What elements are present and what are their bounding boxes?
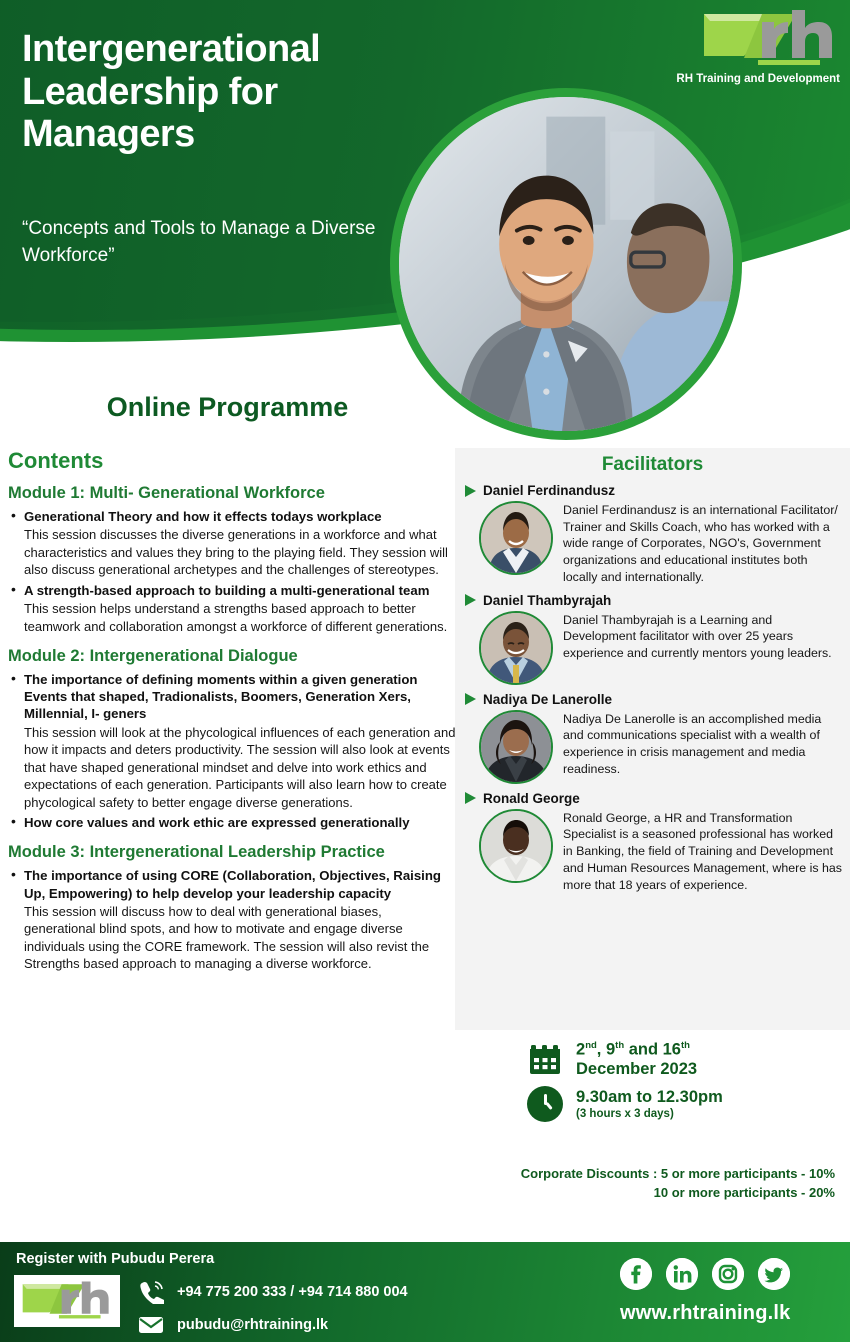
list-item [8,582,456,635]
contents-column [8,448,456,976]
contents-heading: Contents [8,448,104,473]
facilitator-name: Ronald George [483,790,580,806]
item-head: • The importance of defining moments within a given generation Events that shaped, Tradionalists, Boomers, Generation Xers, Millennial, I- geners [24,672,418,722]
facilitators-panel [455,448,850,1030]
facilitator-name: Nadiya De Lanerolle [483,691,613,707]
discount-line: Corporate Discounts : 5 or more participants - 10% [520,1166,835,1181]
facilitator-name: Daniel Ferdinandusz [483,483,616,498]
item-body: This session will look at the phycological influences of each generation and how it impacts and deters productivity. The session will also look at events that have shaped generational mindset and delve into work ethics and expectations of each generation. Participants will also learn how to create phycological safety to better engage diverse generations. [24,724,456,810]
corporate-discounts [455,1165,835,1203]
envelope-icon [138,1313,164,1337]
facilitator-bio: Daniel Ferdinandusz is an international Facilitator/ Trainer and Skills Coach, who has worked with a wide range of Corporates, NGO's, Government organizations and educational institutes both locally and internationally. [563,503,838,584]
module-block [8,647,456,831]
instagram-icon[interactable] [712,1258,744,1290]
item-body: This session helps understand a strengths based approach to better teamwork and collaboration amongst a workforce of different generations. [24,600,448,634]
module-block [8,484,456,635]
brand-logo-footer [14,1275,120,1327]
brand-logo-caption: RH Training and Development [676,73,840,85]
module-title: Module 1: Multi- Generational Workforce [8,484,325,502]
module-block [8,843,456,973]
linkedin-icon[interactable] [666,1258,698,1290]
facilitator-card [455,791,850,894]
contact-block [138,1280,408,1342]
module-item-list [8,867,456,973]
item-body: This session will discuss how to deal with generational biases, generational blind spots, and how to motivate and engage diverse individuals using the CORE framework. The session will also revist the Strengths based approach to managing a diverse workforce. [24,903,430,972]
footer-bar [0,1242,850,1342]
brand-logo-header [660,8,840,85]
avatar [479,611,553,685]
phone-text: +94 775 200 333 / +94 714 880 004 [177,1284,408,1300]
avatar [479,809,553,883]
item-head: • How core values and work ethic are expressed generationally [24,815,410,831]
email-text: pubudu@rhtraining.lk [177,1317,329,1333]
email-row[interactable] [138,1313,408,1337]
avatar [479,710,553,784]
facilitator-bio: Daniel Thambyrajah is a Learning and Development facilitator with over 25 years experience and currently mentors young leaders. [563,612,832,661]
arrow-right-icon [465,693,476,705]
arrow-right-icon [465,792,476,804]
arrow-right-icon [465,485,476,497]
module-title: Module 3: Intergenerational Leadership Practice [8,843,385,862]
schedule-block [455,1040,850,1122]
module-item-list [8,508,456,635]
list-item [8,814,456,831]
discount-line: 10 or more participants - 20% [653,1184,835,1200]
arrow-right-icon [465,594,476,606]
phone-icon [138,1280,164,1304]
avatar [479,501,553,575]
list-item [8,867,456,973]
facilitator-bio: Ronald George, a HR and Transformation Specialist is a seasoned professional has worked in Banking, the field of Training and Development and Human Resources Management, where is has more that 18 years of experience. [563,810,842,892]
module-title: Module 2: Intergenerational Dialogue [8,647,298,666]
calendar-icon [527,1042,563,1078]
page-subtitle: “Concepts and Tools to Manage a Diverse Workforce” [22,218,376,266]
time-row [527,1086,850,1122]
facilitator-card [455,483,850,586]
facilitators-heading: Facilitators [601,454,704,475]
rh-logo-icon [700,8,840,70]
clock-icon [527,1086,563,1122]
item-head: • Generational Theory and how it effects todays workplace [24,509,382,524]
time-text: 9.30am to 12.30pm [576,1087,723,1106]
twitter-icon[interactable] [758,1258,790,1290]
website-text: www.rhtraining.lk [620,1302,791,1324]
item-head: • The importance of using CORE (Collaboration, Objectives, Raising Up, Empowering) to help develop your leadership capacity [24,868,441,901]
register-text: Register with Pubudu Perera [16,1251,215,1267]
list-item [8,671,456,811]
social-links [620,1258,790,1290]
time-note: (3 hours x 3 days) [576,1108,674,1121]
date-text: 2nd, 9th and 16th December 2023 [576,1040,698,1079]
module-item-list [8,671,456,831]
facilitator-bio: Nadiya De Lanerolle is an accomplished media and communications specialist with a wealth of experience in crisis management and media readiness. [563,711,822,776]
date-row [527,1040,850,1080]
time-text-group [576,1088,723,1121]
facilitator-card [455,692,850,784]
facilitator-card [455,593,850,685]
facebook-icon[interactable] [620,1258,652,1290]
page-title: Intergenerational Leadership for Managers [22,28,321,156]
programme-title: Online Programme [106,392,349,422]
rh-logo-icon [20,1280,114,1322]
item-head: • A strength-based approach to building a multi-generational team [24,582,430,598]
hero-photo [390,88,742,440]
list-item [8,508,456,579]
phone-row[interactable] [138,1280,408,1304]
item-body: This session discusses the diverse generations in a workforce and what characteristics and values they bring to the playing field. They session will also discuss generational archetypes and the challenges of stereotypes. [24,527,448,578]
facilitator-name: Daniel Thambyrajah [483,592,612,608]
